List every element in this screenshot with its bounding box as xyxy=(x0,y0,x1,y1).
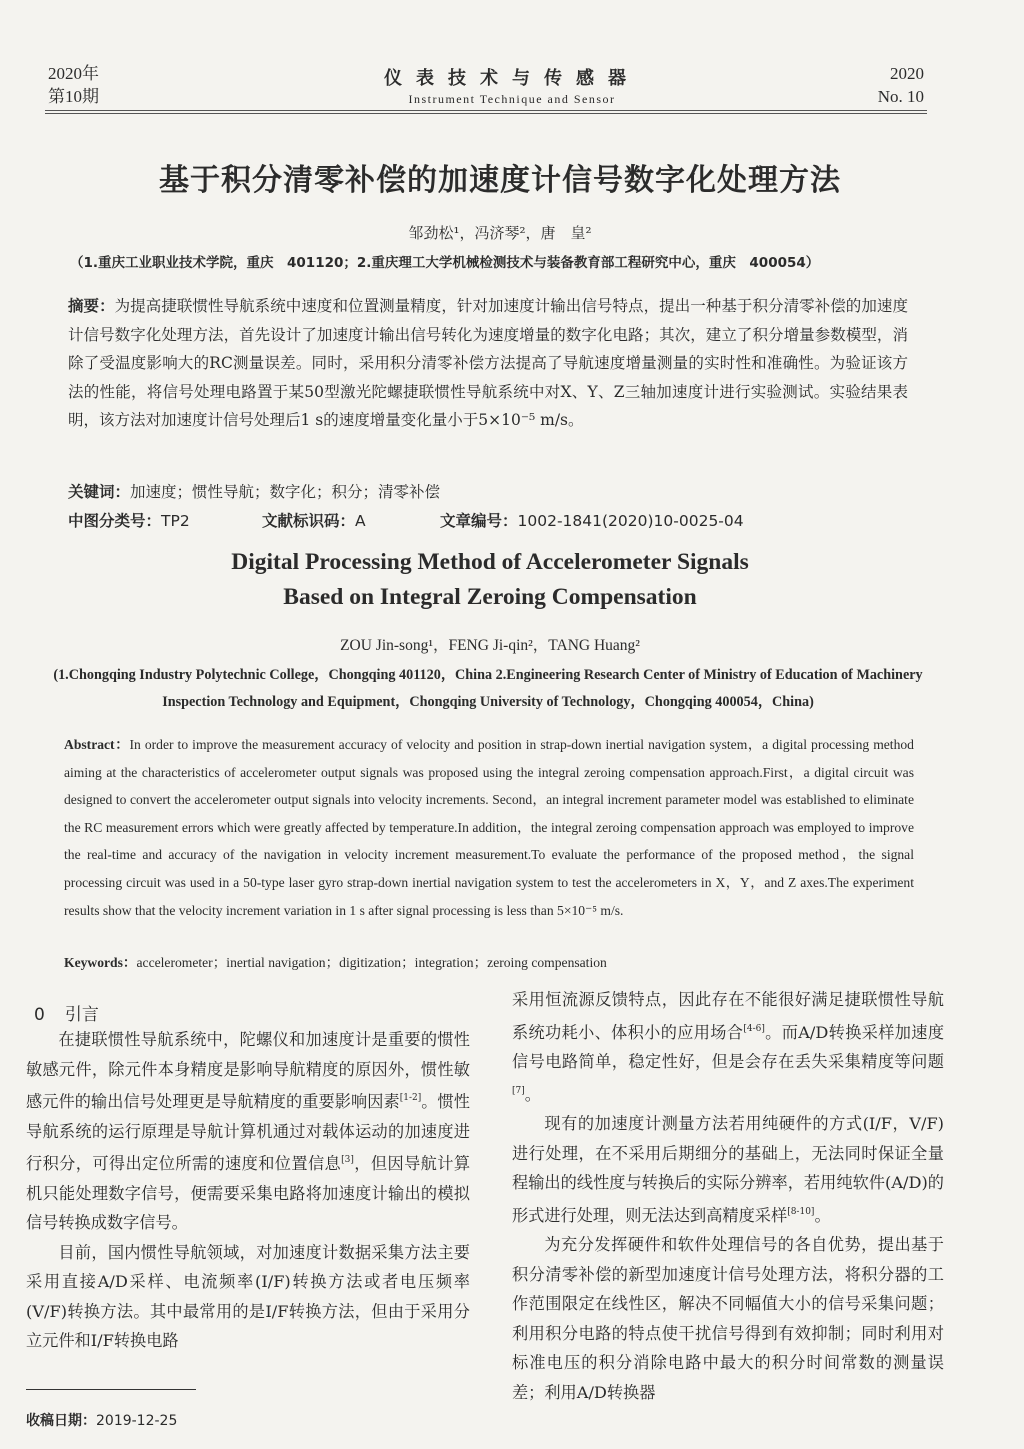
section-title: 引言 xyxy=(64,1005,99,1025)
paragraph: 为充分发挥硬件和软件处理信号的各自优势，提出基于积分清零补偿的新型加速度计信号处理方法，将积分器的工作范围限定在线性区，解决不同幅值大小的信号采集问题；利用积分电路的特点使干扰信号得到有效抑制；同时利用对标准电压的积分消除电路中最大的积分时间常数的测量误差；利用A/D转换器 xyxy=(512,1235,944,1402)
text-run: ，但因导航计算机只能处理数字信号，便需要采集电路将加速度计输出的模拟信号转换成数字信号。 xyxy=(26,1154,471,1232)
section-heading xyxy=(34,1000,99,1025)
text-run: 。 xyxy=(814,1205,831,1225)
keywords-cn-text: 加速度；惯性导航；数字化；积分；清零补偿 xyxy=(130,483,441,501)
received-date xyxy=(26,1410,177,1430)
text-run: 。而A/D转换采样加速度信号电路简单，稳定性好，但是会存在丢失采集精度等问题 xyxy=(512,1022,945,1071)
clc-label: 中图分类号： xyxy=(68,512,162,530)
paragraph: 目前，国内惯性导航领域，对加速度计数据采集方法主要采用直接A/D采样、电流频率(I/F)转换方法或者电压频率(V/F)转换方法。其中最常用的是I/F转换方法，但由于采用分立元件和I/F转换电路 xyxy=(26,1242,470,1350)
abstract-en-label: Abstract： xyxy=(64,737,130,752)
doc-code-value: A xyxy=(355,512,366,530)
citation: [7] xyxy=(512,1085,525,1096)
text-run: 在捷联惯性导航系统中，陀螺仪和加速度计是重要的惯性敏感元件，除元件本身精度是影响导航精度的原因外，惯性敏感元件的输出信号处理更是导航精度的重要影响因素 xyxy=(26,1030,470,1111)
doc-code-label: 文献标识码： xyxy=(262,512,356,530)
received-date-label: 收稿日期： xyxy=(26,1413,96,1429)
clc-number xyxy=(68,509,190,531)
paper-title-cn: 基于积分清零补偿的加速度计信号数字化处理方法 xyxy=(159,163,841,198)
abstract-cn-text: 为提高捷联惯性导航系统中速度和位置测量精度，针对加速度计输出信号特点，提出一种基于积分清零补偿的加速度计信号数字化处理方法，首先设计了加速度计输出信号转化为速度增量的数字化电路；其次，建立了积分增量参数模型，消除了受温度影响大的RC测量误差。同时，采用积分清零补偿方法提高了导航速度增量测量的实时性和准确性。为验证该方法的性能，将信号处理电路置于某50型激光陀螺捷联惯性导航系统中对X、Y、Z三轴加速度计进行实验测试。实验结果表明，该方法对加速度计信号处理后1 s的速度增量变化量小于5×10⁻⁵ m/s。 xyxy=(68,297,908,430)
body-left-column xyxy=(26,1025,470,1356)
keywords-en-label: Keywords： xyxy=(64,955,137,970)
affiliation-cn: （1.重庆工业职业技术学院，重庆 401120；2.重庆理工大学机械检测技术与装备教育部工程研究中心，重庆 400054） xyxy=(70,255,820,271)
text-run: 。 xyxy=(524,1084,541,1104)
paragraph xyxy=(512,1109,944,1230)
article-number-value: 1002-1841(2020)10-0025-04 xyxy=(517,512,744,530)
citation: [1-2] xyxy=(399,1093,422,1103)
paragraph xyxy=(512,985,944,1109)
journal-header xyxy=(0,64,1024,107)
keywords-en xyxy=(64,951,607,971)
header-rule-second xyxy=(45,113,927,114)
paragraph xyxy=(26,1025,470,1238)
received-date-value: 2019-12-25 xyxy=(96,1413,178,1429)
body-right-column xyxy=(512,985,944,1407)
keywords-cn-label: 关键词： xyxy=(68,483,131,501)
article-number-label: 文章编号： xyxy=(440,512,518,530)
abstract-en-text: In order to improve the measurement accuracy of velocity and position in strap-down inertial navigation system，a digital processing method aiming at the characteristics of accelerometer output signals was proposed using the integral zeroing compensation approach.First，a digital circuit was designed to convert the accelerometer output signals into velocity increments. Second，an integral increment parameter model was established to eliminate the RC measurement errors which were greatly affected by temperature.In addition，the integral zeroing compensation approach was employed to improve the real-time and accuracy of the navigation in velocity increment measurement.To evaluate the performance of the proposed method，the signal processing circuit was used in a 50-type laser gyro strap-down inertial navigation system to test the accelerometers in X，Y，and Z axes.The experiment results show that the velocity increment variation in 1 s after signal processing is less than 5×10⁻⁵ m/s. xyxy=(64,737,914,918)
header-rule xyxy=(45,110,927,111)
citation: [8-10] xyxy=(787,1206,815,1217)
document-code xyxy=(262,509,366,531)
citation: [4-6] xyxy=(743,1023,765,1034)
clc-value: TP2 xyxy=(161,512,190,530)
footnote-rule xyxy=(26,1389,196,1390)
journal-name-cn: 仪表技术与传感器 xyxy=(384,68,640,89)
paper-title-en xyxy=(100,545,880,615)
abstract-en xyxy=(64,731,914,924)
header-year-left: 2020年 xyxy=(48,64,99,83)
section-number: 0 xyxy=(34,1005,45,1025)
header-issue-left: 第10期 xyxy=(48,87,99,106)
title-en-line2: Based on Integral Zeroing Compensation xyxy=(283,584,697,610)
article-number xyxy=(440,509,744,531)
title-en-line1: Digital Processing Method of Accelerometer Signals xyxy=(231,549,749,575)
keywords-cn xyxy=(68,480,440,502)
journal-name-en: Instrument Technique and Sensor xyxy=(408,92,616,106)
text-run: 采用恒流源反馈特点，因此存在不能很好满足捷联惯性导航系统功耗小、体积小的应用场合 xyxy=(512,990,944,1042)
header-right xyxy=(878,62,924,108)
text-run: 。惯性导航系统的运行原理是导航计算机通过对载体运动的加速度进行积分，可得出定位所需的速度和位置信息 xyxy=(26,1092,470,1173)
abstract-cn-label: 摘要： xyxy=(68,297,115,315)
authors-en: ZOU Jin-song¹，FENG Ji-qin²，TANG Huang² xyxy=(340,637,640,654)
header-issue-right: No. 10 xyxy=(877,87,924,106)
authors-cn: 邹劲松¹，冯济琴²，唐 皇² xyxy=(408,224,592,242)
keywords-en-text: accelerometer；inertial navigation；digitization；integration；zeroing compensation xyxy=(136,955,607,970)
affiliation-en: (1.Chongqing Industry Polytechnic College，Chongqing 401120，China 2.Engineering Research Center of Ministry of Education of Machinery Inspection Technology and Equipment，Chongqing University of Technology，Chongqing 400054，China) xyxy=(53,667,923,710)
text-run: 现有的加速度计测量方法若用纯硬件的方式(I/F，V/F)进行处理，在不采用后期细分的基础上，无法同时保证全量程输出的线性度与转换后的实际分辨率，若用纯软件(A/D)的形式进行处理，则无法达到高精度采样 xyxy=(512,1114,944,1225)
header-year-right: 2020 xyxy=(890,64,924,83)
citation: [3] xyxy=(341,1155,354,1165)
abstract-cn xyxy=(68,292,908,435)
